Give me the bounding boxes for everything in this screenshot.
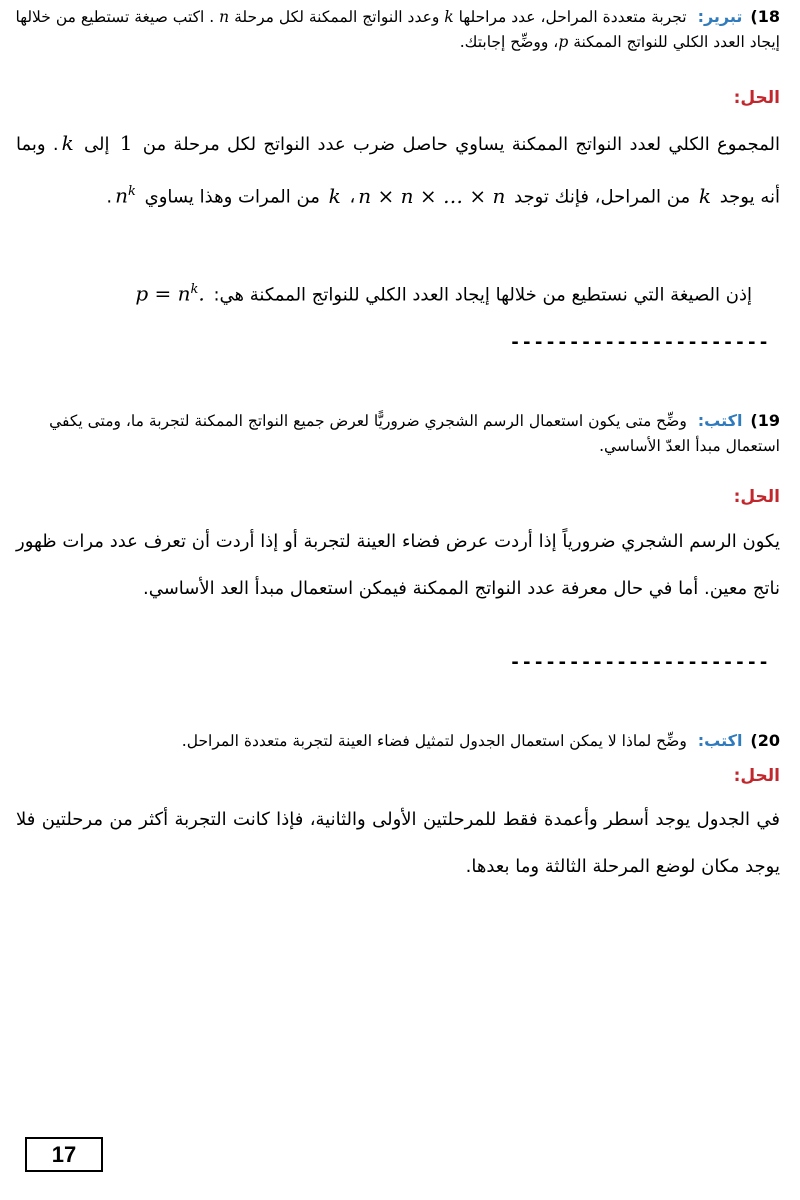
answer-text: إلى (84, 134, 110, 155)
question-19 (14, 408, 780, 459)
variable-n: n (219, 8, 230, 26)
question-tag: اكتب: (697, 411, 743, 430)
question-number: 19) (750, 411, 780, 430)
math-k: k (61, 131, 74, 155)
question-number: 20) (750, 731, 780, 750)
solution-label: الحل: (733, 487, 780, 507)
answer-text: المجموع الكلي لعدد النواتج الممكنة يساوي حاصل ضرب عدد النواتج لكل مرحلة من (142, 134, 780, 155)
answer-text: ، (349, 186, 356, 208)
math-k: k (698, 183, 711, 208)
question-text: ، ووضِّح إجابتك. (459, 33, 559, 51)
question-tag: اكتب: (697, 731, 743, 750)
answer-text: . (106, 186, 113, 208)
answer-text: . وبما أنه يوجد (16, 134, 780, 208)
question-text: تجربة متعددة المراحل، عدد مراحلها (458, 8, 687, 26)
answer-text: من المراحل، فإنك توجد (514, 186, 691, 208)
math-lhs: p = n (135, 281, 191, 306)
section-divider: ---------------------- (509, 652, 770, 673)
solution-label: الحل: (733, 766, 780, 786)
page-number: 17 (25, 1137, 103, 1172)
answer-text: إذن الصيغة التي نستطيع من خلالها إيجاد العدد الكلي للنواتج الممكنة هي: (213, 284, 752, 306)
solution-label: الحل: (733, 88, 780, 108)
math-k: k (328, 183, 341, 208)
answer-20: في الجدول يوجد أسطر وأعمدة فقط للمرحلتين الأولى والثانية، فإذا كانت التجربة أكثر من مرحلتين فلا يوجد مكان لوضع المرحلة الثالثة وما بعدها. (16, 809, 780, 877)
question-text: وضِّح لماذا لا يمكن استعمال الجدول لتمثيل فضاء العينة لتجربة متعددة المراحل. (181, 732, 687, 750)
variable-p: p (558, 33, 569, 51)
question-20 (14, 728, 780, 754)
formula-line (16, 266, 752, 319)
math-exponent: k (190, 282, 199, 297)
math-exponent: k (127, 184, 136, 199)
answer-text: من المرات وهذا يساوي (144, 186, 320, 208)
question-text: وعدد النواتج الممكنة لكل مرحلة (234, 8, 440, 26)
question-tag: تبرير: (697, 7, 743, 26)
math-end: . (198, 281, 205, 306)
section-divider: ---------------------- (509, 332, 770, 353)
math-n-power-k (112, 168, 139, 220)
math-one: 1 (119, 131, 133, 155)
math-product: n × n × … × n (358, 183, 506, 208)
answer-18 (16, 120, 780, 221)
question-text: . اكتب صيغة تستطيع من خلالها إيجاد العدد الكلي للنواتج الممكنة (15, 8, 780, 51)
answer-19: يكون الرسم الشجري ضرورياً إذا أردت عرض فضاء العينة لتجربة أو إذا أردت أن تعرف عدد مرات ظهور ناتج معين. أما في حال معرفة عدد النواتج الممكنة فيمكن استعمال مبدأ العد الأساسي. (16, 531, 780, 599)
question-text: وضِّح متى يكون استعمال الرسم الشجري ضروريًّا لعرض جميع النواتج الممكنة لتجربة ما، ومتى يكفي استعمال مبدأ العدّ الأساسي. (49, 412, 780, 455)
math-base: n (115, 183, 128, 208)
question-number: 18) (750, 7, 780, 26)
math-formula (132, 266, 207, 318)
question-18 (14, 4, 780, 55)
variable-k: k (444, 8, 454, 26)
